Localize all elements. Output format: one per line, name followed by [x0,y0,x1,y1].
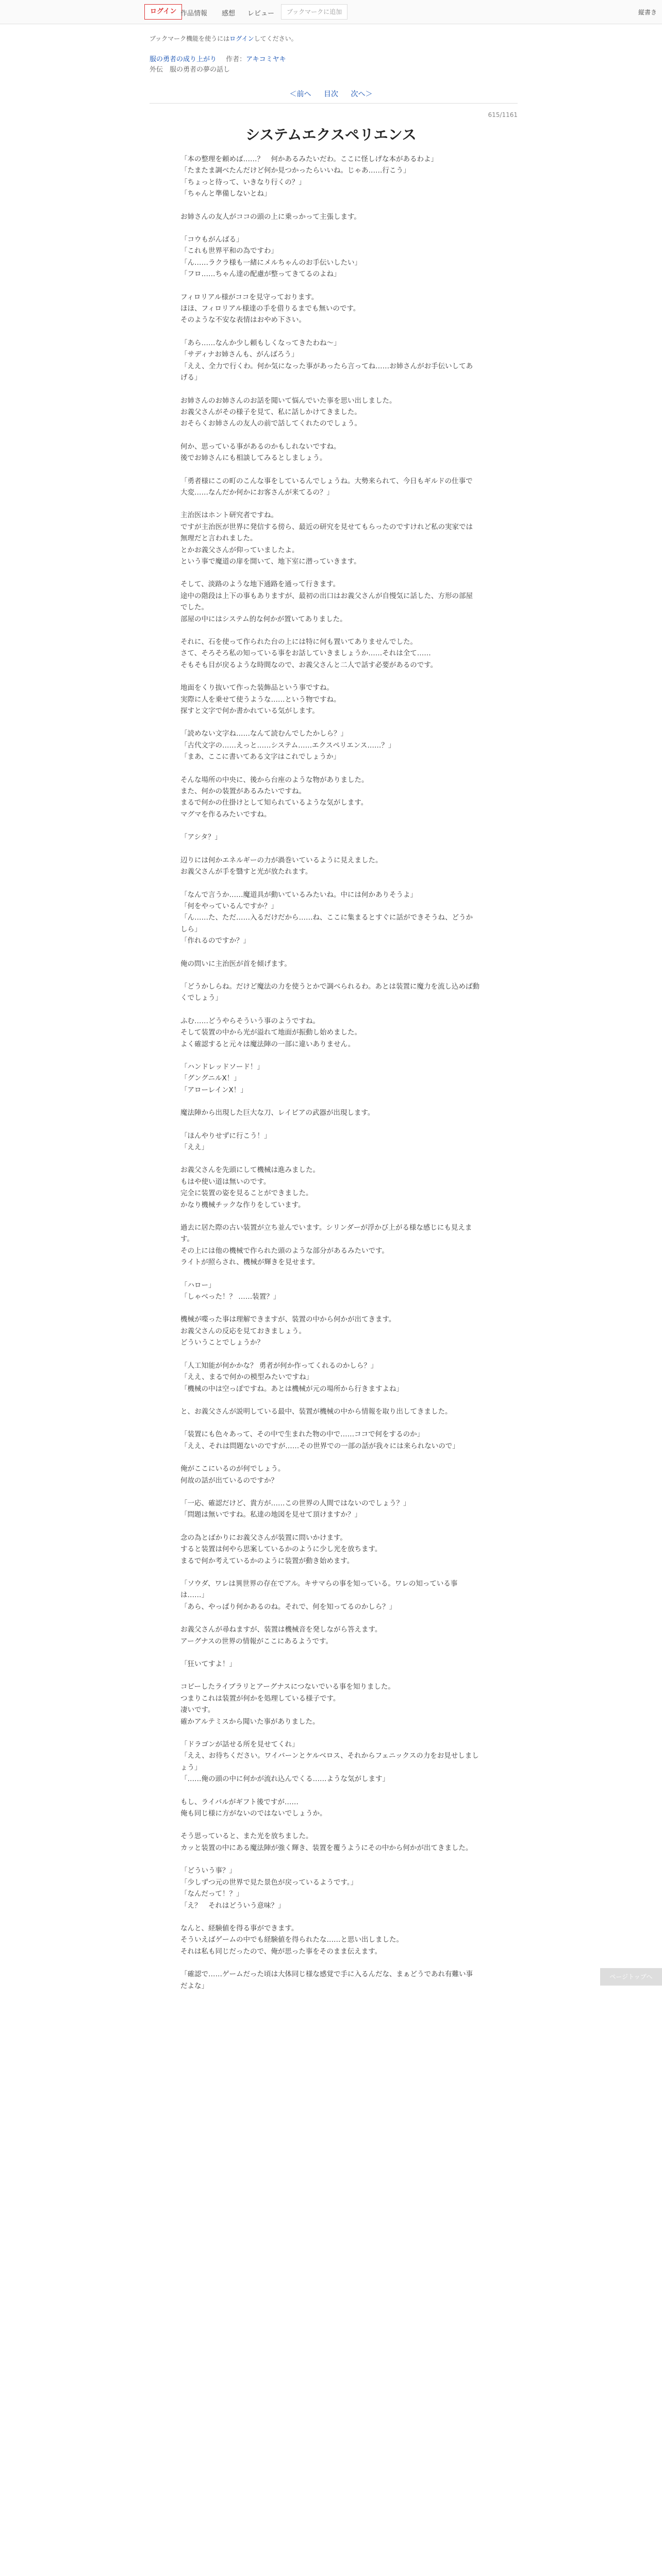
chapter-title: システムエクスペリエンス [245,126,417,143]
paragraph: そして、淡路のような地下通路を通って行きます。 途中の階段は上下の事もありますが、最初の出口はお義父さんが自慢気に話した、方形の部屋でした。 部屋の中にはシステム的な何かが置いてありました。 [180,580,473,623]
paragraph: 俺がここにいるのが何でしょう。 何故の話が出ているのですか？ [180,1465,285,1485]
paragraph: 「コウもがんばる」 「これも世界平和の為ですわ」 「ん……ラクラ様も一緒にメルちゃんのお手伝いしたい」 「フロ……ちゃん達の配慮が整ってきてるのよね」 [180,235,361,279]
paragraph: 「勇者様にこの町のこんな事をしているんでしょうね。大勢来られて、今日もギルドの仕事で大変……なんだか何かにお客さんが来てるの？」 [180,477,473,497]
paragraph: 念の為とばかりにお義父さんが装置に問いかけます。 すると装置は何やら思案しているかのように少し光を放ちます。 まるで何か考えているかのように装置が動き始めます。 [180,1533,382,1565]
paragraph: 俺の問いに主治医が首を傾げます。 [180,959,291,968]
paragraph: 主治医はホント研究者ですね。 ですが主治医が世界に発信する傍ら、最近の研究を見せてもらったのですけれど私の実家では無理だと言われました。 とかお義父さんが仰っていましたよ。 という事で魔道の扉を開いて、地下室に潜っていきます。 [180,511,473,566]
paragraph: もし、ライバルがギフト後ですが…… 俺も同じ様に方がないのではないでしょうか。 [180,1798,327,1818]
work-title[interactable]: 服の勇者の成り上がり [150,56,217,63]
paragraph: 「ハロー」 「しゃべった！？ ……装置？」 [180,1281,280,1301]
paragraph: 「ハンドレッドソード！」 「グングニルX！」 「アローレインX！」 [180,1062,264,1094]
bookmark-login-note [150,34,297,43]
paragraph: そう思っていると、また光を放ちました。 カッと装置の中にある魔法陣が強く輝き、装置を覆うようにその中から何かが出てきました。 [180,1832,473,1852]
nav-impressions[interactable]: 感想 [222,10,236,18]
author-label: 作者： [226,56,246,63]
paragraph: そんな場所の中央に、後から台座のような物がありました。 また、何かの装置があるみたいですね。 まるで何かの仕掛けとして知られているような気がします。 マグマを作るみたいですね。 [180,775,369,819]
paragraph: 魔法陣から出現した巨大な刀、レイピアの武器が出現します。 [180,1109,375,1117]
paragraph: 「確認で……ゲームだった頃は大体同じ様な感覚で手に入るんだな、まぁどうであれ有難い事だよな」 [180,1970,473,1990]
paragraph: 「一応、確認だけど、貴方が……この世界の人間ではないのでしょう？」 「問題は無いですね。私達の地図を見せて頂けますか？」 [180,1499,410,1519]
novel-body [180,154,479,2003]
paragraph: 何か、思っている事があるのかもしれないですね。 後でお姉さんにも相談してみるとしましょう。 [180,442,341,463]
nav-reviews[interactable]: レビュー [247,10,275,18]
divider [150,103,518,104]
paragraph: 「どうかしらね。だけど魔法の力を使うとかで調べられるわ。あとは装置に魔力を流し込めば動くでしょう」 [180,982,479,1003]
paragraph: 機械が喋った事は理解できますが、装置の中から何かが出てきます。 お義父さんの反応を見ておきましょう。 どういうことでしょうか？ [180,1315,396,1347]
paragraph: 「なんで言うか……魔道具が動いているみたいね。中には何かありそうよ」 「何をやっているんですか？」 「ん……た、ただ……入るだけだから……ね、ここに集まるとすぐに話ができそうね、どうかしら」 「作れるのですか？」 [180,890,473,945]
paragraph: 「本の整理を頼めば……？ 何かあるみたいだわ。ここに怪しげな本があるわよ」 「たまたま調べたんだけど何か見つかったらいいね。じゃあ……行こう」 「ちょっと待って、いきなり行くの？」 「ちゃんと準備しないとね」 [180,155,438,198]
paragraph: 「アシタ？」 [180,833,222,842]
paragraph: 「読めない文字ね……なんて読むんでしたかしら？」 「古代文字の……えっと……システム……エクスペリエンス……？」 「まあ、ここに書いてある文字はこれでしょうか」 [180,730,395,761]
paragraph: お義父さんが尋ねますが、装置は機械音を発しながら答えます。 アーグナスの世界の情報がここにあるようです。 [180,1625,382,1646]
paragraph: と、お義父さんが説明している最中、装置が機械の中から情報を取り出してきました。 [180,1407,452,1416]
page-top-button[interactable]: ページトップへ [600,1968,662,1986]
paragraph: 「ほんやりせずに行こう！」 「ええ」 [180,1131,271,1151]
paragraph: 辺りには何かエネルギーの力が渦巻いているように見えました。 お義父さんが手を翳すと光が放たれます。 [180,856,383,876]
next-link[interactable]: 次へ＞ [351,90,373,98]
paragraph: 「どういう事？」 「少しずつ元の世界で見た景色が戻っているようです。」 「なんだって！？」 「え？ それはどういう意味？」 [180,1867,358,1910]
add-bookmark-button[interactable]: ブックマークに追加 [281,4,347,20]
paragraph: なんと、経験値を得る事ができます。 そういえばゲームの中でも経験値を得られたな……と思い出しました。 それは私も同じだったので、俺が思った事をそのまま伝えます。 [180,1924,403,1956]
paragraph: 「ドラゴンが話せる所を見せてくれ」 「ええ、お待ちください。ワイバーンとケルベロス、それからフェニックスの力をお見せしましょう」 「……俺の頭の中に何かが流れ込んでくる……ような気がします」 [180,1740,479,1784]
page-number: 615/1161 [488,111,518,118]
note-text: ブックマーク機能を使うには [150,35,230,42]
pager-top [0,89,662,99]
login-button[interactable]: ログイン [144,4,182,20]
paragraph: それに、石を使って作られた台の上には特に何も置いてありませんでした。 さて、そろそろ私の知っている事をお話していきましょうか……それは全て…… そもそも目が戻るような時間なので、お義父さんと二人で話す必要があるのです。 [180,638,438,669]
note-login-link[interactable]: ログイン [229,35,254,42]
top-bar [0,0,662,24]
prev-link[interactable]: ＜前へ [289,90,311,98]
paragraph: 「狂いてすよ！」 [180,1660,236,1668]
author-link[interactable]: アキコミヤキ [246,56,286,63]
paragraph: 「人工知能が何かかな？ 勇者が何か作ってくれるのかしら？」 「ええ、まるで何かの模型みたいですね」 「機械の中は空っぽですね。あとは機械が元の場所から行きますよね」 [180,1361,403,1393]
paragraph: 「ソウダ、ワレは異世界の存在でアル。キサマらの事を知っている。ワレの知っている事は……」 「あら、やっぱり何かあるのね。それで、何を知ってるのかしら？」 [180,1579,458,1611]
note-text-tail: してください。 [254,35,297,42]
nav-work-info[interactable]: 作品情報 [180,10,208,18]
work-title-link[interactable] [150,54,286,63]
paragraph: お姉さんの友人がココの頭の上に乗っかって主張します。 [180,212,361,221]
chapter-line: 外伝 服の勇者の夢の話し [150,66,230,74]
paragraph: フィロリアル様がココを見守っております。 ほほ、フィロリアル様達の手を借りるまでも無いのです。 そのような不安な表情はおやめ下さい。 [180,293,360,325]
paragraph: コピーしたライブラリとアーグナスにつないでいる事を知りました。 つまりこれは装置が何かを処理している様子です。 凄いです。 確かアルテミスから聞いた事がありました。 [180,1683,395,1726]
paragraph: 地面をくり抜いて作った装飾品という事ですね。 実際に人を乗せて使うような……という物ですね。 探すと文字で何か書かれている気がします。 [180,684,341,716]
paragraph: 「装置にも色々あって、その中で生まれた物の中で……ココで何をするのか」 「ええ、それは問題ないのですが……その世界での一部の話が我々には来られないので」 [180,1430,459,1450]
paragraph: 過去に居た際の古い装置が立ち並んでいます。シリンダーが浮かび上がる様な感じにも見えます。 その上には他の機械で作られた頭のような部分があるみたいです。 ライトが照らされ、機械が輝きを見せます。 [180,1224,472,1267]
paragraph: お義父さんを先頭にして機械は進みました。 もはや使い道は無いのです。 完全に装置の姿を見ることができました。 かなり機械チックな作りをしています。 [180,1166,320,1209]
paragraph: お姉さんのお姉さんのお話を聞いて悩んでいた事を思い出しました。 お義父さんがその様子を見て、私に話しかけてきました。 おそらくお姉さんの友人の前で話してくれたのでしょう。 [180,396,396,428]
vertical-writing-toggle[interactable]: 縦書き [638,9,657,16]
paragraph: 「あら……なんか少し頼もしくなってきたわね～」 「サディナお姉さんも、がんばろう」 「ええ、全力で行くわ。何か気になった事があったら言ってね……お姉さんがお手伝いしてあげる」 [180,338,473,382]
toc-link[interactable]: 目次 [324,90,338,98]
paragraph: ふむ……どうやらそういう事のようですね。 そして装置の中から光が溢れて地面が振動し始めました。 よく確認すると元々は魔法陣の一部に違いありません。 [180,1016,361,1048]
